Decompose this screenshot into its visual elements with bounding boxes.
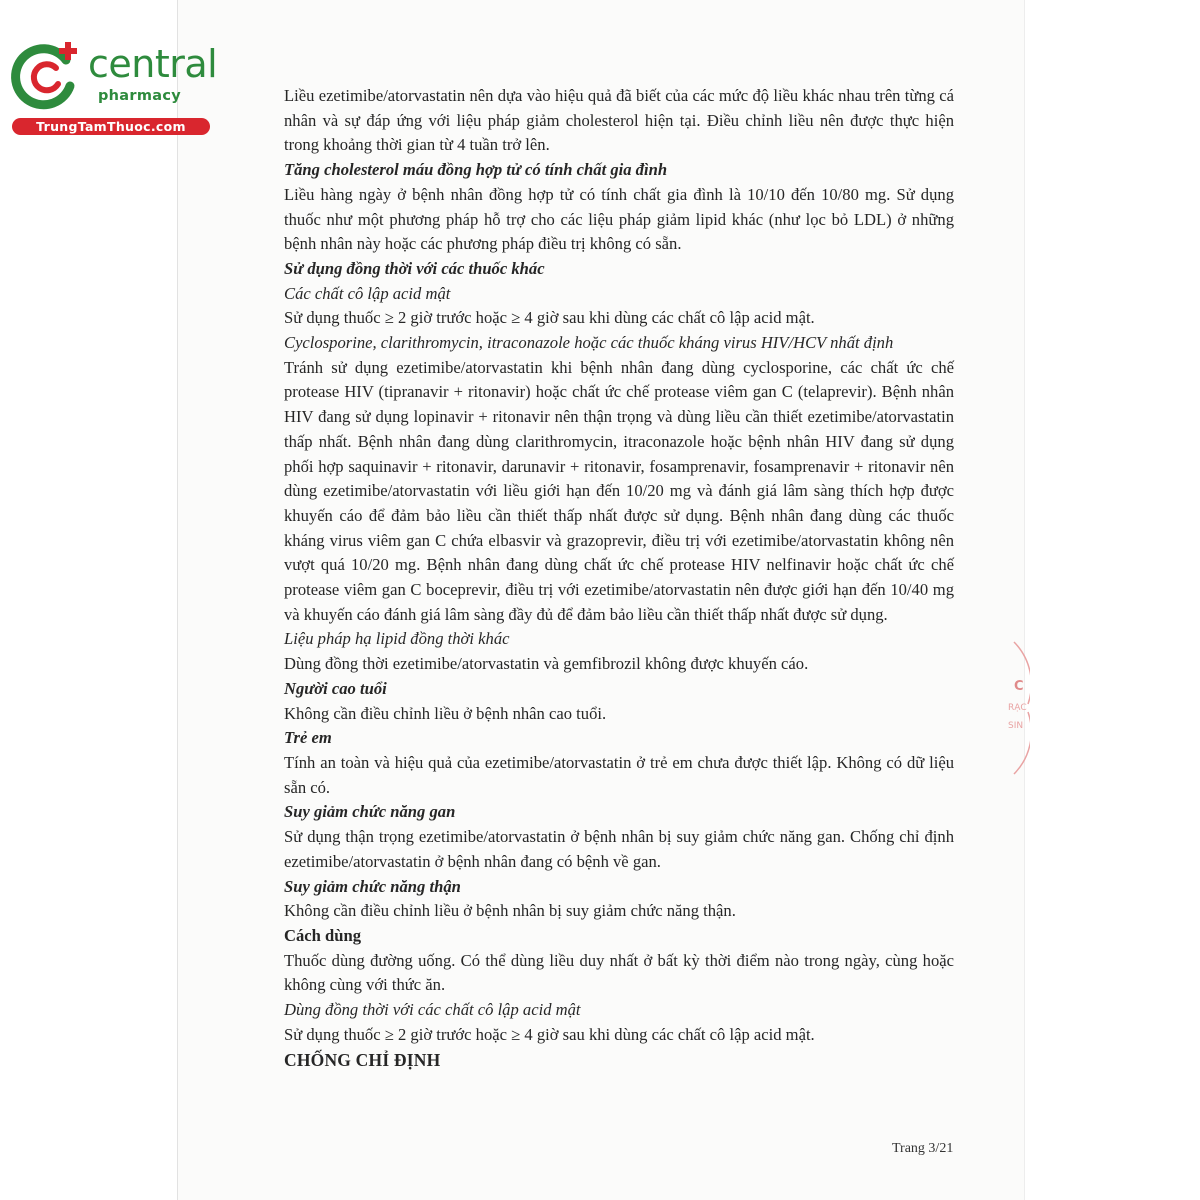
subsection-heading: Các chất cô lập acid mật [284, 283, 451, 303]
body-paragraph: Sử dụng thuốc ≥ 2 giờ trước hoặc ≥ 4 giờ sau khi dùng các chất cô lập acid mật. [284, 308, 815, 328]
svg-text:RẠC: RẠC [1008, 703, 1027, 713]
logo-name: central [88, 42, 218, 86]
section-heading: Suy giảm chức năng gan [284, 802, 456, 822]
document-body [284, 84, 954, 1073]
svg-text:C: C [1014, 679, 1024, 694]
body-paragraph: Dùng đồng thời ezetimibe/atorvastatin và gemfibrozil không được khuyến cáo. [284, 654, 809, 674]
body-paragraph: Sử dụng thận trọng ezetimibe/atorvastatin ở bệnh nhân bị suy giảm chức năng gan. Chống chỉ định ezetimibe/atorvastatin ở bệnh nhân đang có bệnh về gan. [284, 827, 954, 871]
logo-subtitle: pharmacy [98, 88, 181, 104]
partial-stamp-icon [1000, 638, 1030, 778]
bold-heading: Cách dùng [284, 925, 362, 945]
body-paragraph: Tính an toàn và hiệu quả của ezetimibe/atorvastatin ở trẻ em chưa được thiết lập. Không có dữ liệu sẵn có. [284, 752, 954, 797]
section-heading: Tăng cholesterol máu đồng hợp tử có tính chất gia đình [284, 160, 668, 180]
body-paragraph: Không cần điều chỉnh liều ở bệnh nhân cao tuổi. [284, 703, 607, 723]
section-heading: Trẻ em [284, 728, 332, 748]
section-heading: Người cao tuổi [284, 678, 387, 698]
logo-website-badge: TrungTamThuoc.com [12, 118, 210, 135]
body-paragraph: Liều hàng ngày ở bệnh nhân đồng hợp tử có tính chất gia đình là 10/10 đến 10/80 mg. Sử dụng thuốc như một phương pháp hỗ trợ cho các liệu pháp giảm lipid khác (như lọc bỏ LDL) ở những bệnh nhân này hoặc các phương pháp điều trị không có sẵn. [284, 184, 954, 254]
body-paragraph: Không cần điều chỉnh liều ở bệnh nhân bị suy giảm chức năng thận. [284, 901, 736, 921]
subsection-heading: Cyclosporine, clarithromycin, itraconazole hoặc các thuốc kháng virus HIV/HCV nhất định [284, 333, 894, 353]
body-paragraph: Sử dụng thuốc ≥ 2 giờ trước hoặc ≥ 4 giờ sau khi dùng các chất cô lập acid mật. [284, 1024, 815, 1044]
major-heading: CHỐNG CHỈ ĐỊNH [284, 1050, 441, 1071]
section-heading: Sử dụng đồng thời với các thuốc khác [284, 258, 545, 278]
subsection-heading: Dùng đồng thời với các chất cô lập acid mật [284, 1000, 581, 1020]
body-paragraph: Liều ezetimibe/atorvastatin nên dựa vào hiệu quả đã biết của các mức độ liều khác nhau trên từng cá nhân và sự đáp ứng với liệu pháp giảm cholesterol hiện tại. Điều chỉnh liều nên được thực hiện trong khoảng thời gian từ 4 tuần trở lên. [284, 86, 954, 155]
section-heading: Suy giảm chức năng thận [284, 876, 461, 896]
logo-mark-icon [10, 38, 86, 114]
page-number: Trang 3/21 [892, 1141, 954, 1156]
body-paragraph: Tránh sử dụng ezetimibe/atorvastatin khi bệnh nhân đang dùng cyclosporine, các chất ức chế protease HIV (tipranavir + ritonavir) hoặc chất ức chế protease viêm gan C (telaprevir). Bệnh nhân HIV đang sử dụng lopinavir + ritonavir nên thận trọng và dùng liều cần thiết ezetimibe/atorvastatin thấp nhất. Bệnh nhân đang dùng clarithromycin, itraconazole hoặc bệnh nhân HIV đang sử dụng phối hợp saquinavir + ritonavir, darunavir + ritonavir, fosamprenavir, fosamprenavir + ritonavir nên dùng ezetimibe/atorvastatin với liều giới hạn đến 10/20 mg và đánh giá lâm sàng thích hợp được khuyến cáo để đảm bảo liều cần thiết thấp nhất được sử dụng. Bệnh nhân đang dùng các thuốc kháng virus viêm gan C chứa elbasvir và grazoprevir, điều trị với ezetimibe/atorvastatin không nên vượt quá 10/20 mg. Bệnh nhân đang dùng chất ức chế protease HIV nelfinavir hoặc chất ức chế protease viêm gan C boceprevir, điều trị với ezetimibe/atorvastatin nên được giới hạn đến 10/40 mg và khuyến cáo đánh giá lâm sàng đầy đủ để đảm bảo liều cần thiết thấp nhất được sử dụng. [284, 357, 954, 624]
svg-text:SIN: SIN [1008, 721, 1024, 731]
body-paragraph: Thuốc dùng đường uống. Có thể dùng liều duy nhất ở bất kỳ thời điểm nào trong ngày, cùng hoặc không cùng với thức ăn. [284, 950, 954, 995]
subsection-heading: Liệu pháp hạ lipid đồng thời khác [284, 629, 510, 649]
logo [10, 38, 218, 138]
